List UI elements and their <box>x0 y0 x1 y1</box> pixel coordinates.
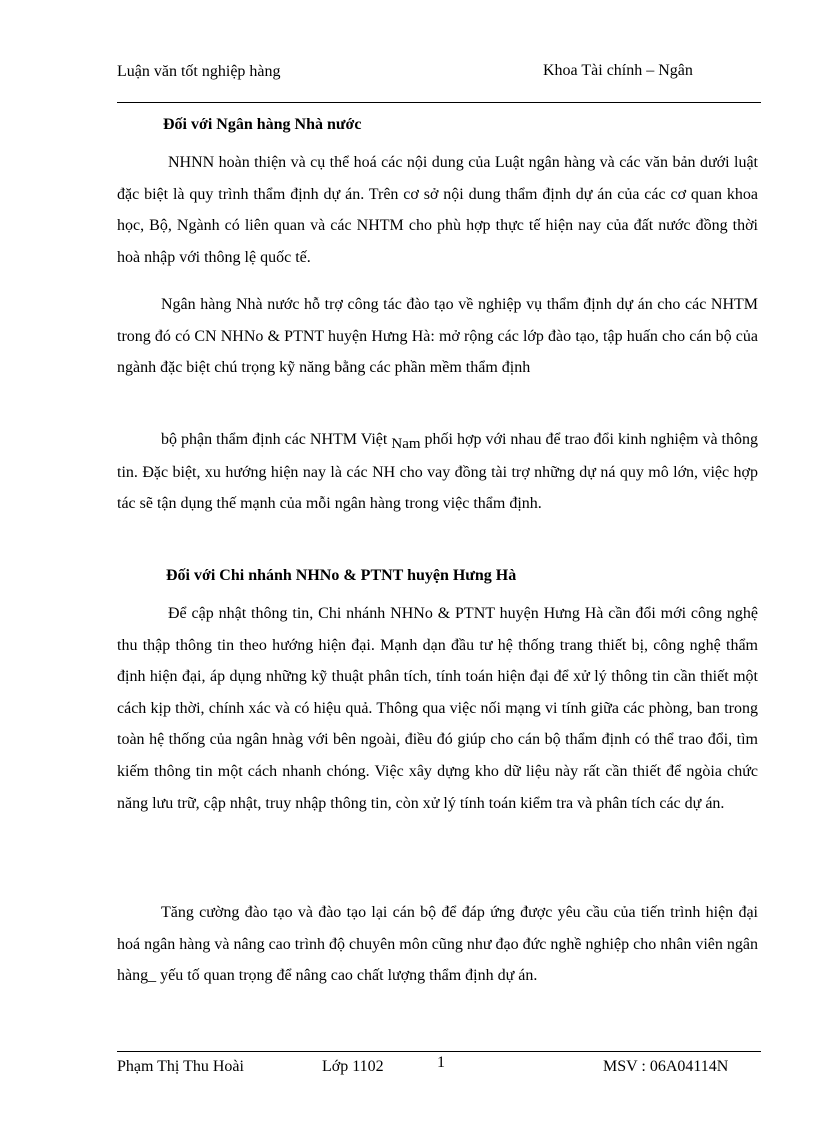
footer-student-id: MSV : 06A04114N <box>603 1058 729 1075</box>
page-number: 1 <box>437 1054 445 1071</box>
paragraph-part: phối hợp với nhau để trao đổi kinh nghiệm và thông tin. Đặc biệt, xu hướng hiện nay là các NH cho vay đồng tài trợ những dự ná quy mô lớn, việc hợp tác sẽ tận dụng thế mạnh của mỗi ngân hàng trong việc thẩm định. <box>117 431 759 513</box>
paragraph-subscript: Nam <box>391 436 421 452</box>
paragraph: NHNN hoàn thiện và cụ thể hoá các nội dung của Luật ngân hàng và các văn bản dưới luật đặc biệt là quy trình thẩm định dự án. Trên cơ sở nội dung thẩm định dự án của các cơ quan khoa học, Bộ, Ngành có liên quan và các NHTM cho phù hợp thực tế hiện nay của đất nước đồng thời hoà nhập với thông lệ quốc tế. <box>117 154 758 266</box>
section-heading-state-bank: Đối với Ngân hàng Nhà nước <box>163 116 362 133</box>
header-thesis-title: Luận văn tốt nghiệp hàng <box>117 63 281 80</box>
header-divider <box>117 102 761 103</box>
paragraph: Để cập nhật thông tin, Chi nhánh NHNo & PTNT huyện Hưng Hà cần đổi mới công nghệ thu thập thông tin theo hướng hiện đại. Mạnh dạn đầu tư hệ thống trang thiết bị, công nghệ thẩm định hiện đại, áp dụng những kỹ thuật phân tích, tính toán hiện đại để xử lý thông tin cần thiết một cách kịp thời, chính xác và có hiệu quả. Thông qua việc nối mạng vi tính giữa các phòng, ban trong toàn hệ thống của ngân hnàg với bên ngoài, điều đó giúp cho cán bộ thẩm định có thể trao đổi, tìm kiếm thông tin một cách nhanh chóng. Việc xây dựng kho dữ liệu này rất cần thiết để ngòia chức năng lưu trữ, cập nhật, truy nhập thông tin, còn xử lý tính toán kiểm tra và phân tích các dự án. <box>117 605 758 812</box>
section-heading-branch: Đối với Chi nhánh NHNo & PTNT huyện Hưng Hà <box>166 567 517 584</box>
footer-author: Phạm Thị Thu Hoài <box>117 1058 244 1075</box>
footer-class: Lớp 1102 <box>322 1058 384 1075</box>
paragraph: Ngân hàng Nhà nước hỗ trợ công tác đào tạo về nghiệp vụ thẩm định dự án cho các NHTM trong đó có CN NHNo & PTNT huyện Hưng Hà: mở rộng các lớp đào tạo, tập huấn cho cán bộ của ngành đặc biệt chú trọng kỹ năng bằng các phần mềm thẩm định <box>117 296 758 377</box>
paragraph: Tăng cường đào tạo và đào tạo lại cán bộ để đáp ứng được yêu cầu của tiến trình hiện đại hoá ngân hàng và nâng cao trình độ chuyên môn cũng như đạo đức nghề nghiệp cho nhân viên ngân hàng_ yếu tố quan trọng để nâng cao chất lượng thẩm định dự án. <box>117 904 758 985</box>
paragraph-part: bộ phận thẩm định các NHTM Việt <box>161 431 392 448</box>
footer-divider <box>117 1051 761 1052</box>
header-faculty: Khoa Tài chính – Ngân <box>543 62 693 79</box>
paragraph <box>117 424 758 520</box>
